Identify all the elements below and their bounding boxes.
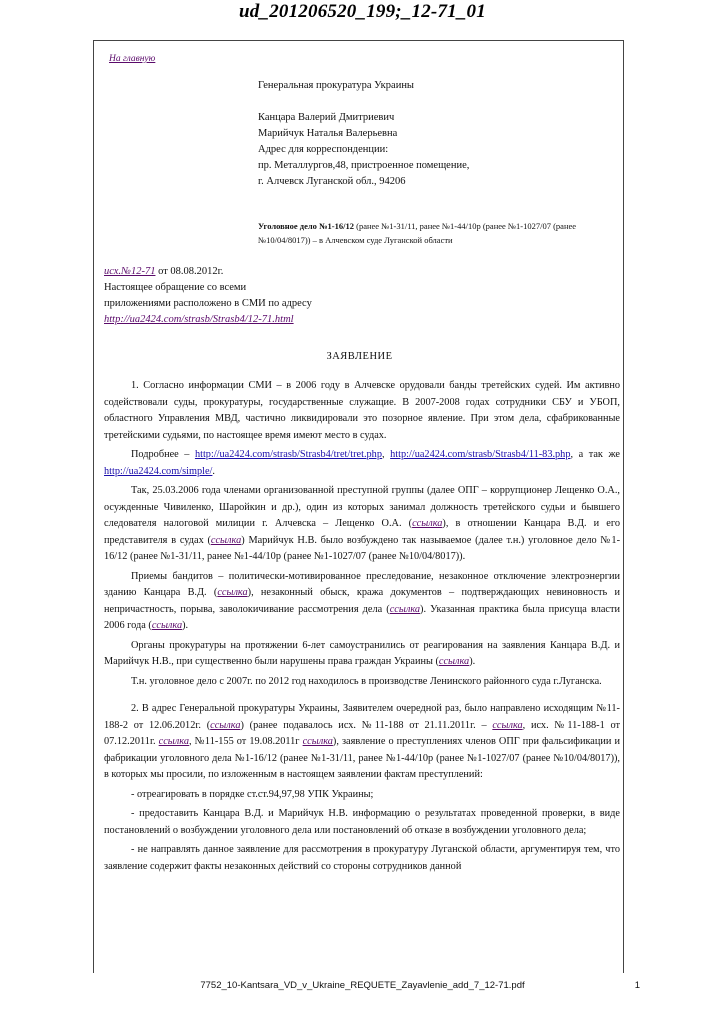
address-line-2: г. Алчевск Луганской обл., 94206	[258, 176, 406, 187]
publication-url-link[interactable]: http://ua2424.com/strasb/Strasb4/12-71.html	[104, 314, 294, 325]
ssylka-link[interactable]: ссылка	[389, 603, 421, 615]
statement-body	[104, 378, 620, 878]
intro-line-3: приложениями расположено в СМИ по адресу	[104, 298, 312, 309]
intro-block	[104, 264, 424, 328]
page-footer	[0, 980, 725, 996]
case-details: (ранее №1-31/11, ранее №1-44/10р (ранее №1-1027/07 (ранее №10/04/8017)) – в Алчевском суде Луганской области	[258, 221, 577, 245]
ssylka-link[interactable]: ссылка	[158, 736, 189, 747]
paragraph-5: Органы прокуратуры на протяжении 6-лет самоустранились от реагирования на заявления Канцара В.Д. и Марийчук Н.В., при существенно были нарушены права граждан Украины (ссылка).	[104, 639, 620, 667]
paragraph-6: Т.н. уголовное дело с 2007г. по 2012 год находилось в производстве Ленинского районного суда г.Луганска.	[131, 675, 602, 687]
case-reference	[258, 219, 620, 247]
ref-link[interactable]: исх.№12-71	[104, 266, 156, 277]
footer-page-number: 1	[634, 980, 640, 991]
ssylka-link[interactable]: ссылка	[210, 719, 241, 731]
addressee: Генеральная прокуратура Украины	[258, 80, 414, 91]
simple-link[interactable]: http://ua2424.com/simple/	[104, 465, 213, 477]
ssylka-link[interactable]: ссылка	[151, 620, 183, 631]
ssylka-link[interactable]: ссылка	[438, 656, 470, 667]
address-label: Адрес для корреспонденции:	[258, 144, 389, 155]
ssylka-link[interactable]: ссылка	[412, 518, 443, 529]
document-title: ud_201206520_199;_12-71_01	[239, 1, 486, 22]
ref-date: от 08.08.2012г.	[155, 266, 224, 277]
tret-link[interactable]: http://ua2424.com/strasb/Strasb4/tret/tret.php	[194, 449, 382, 460]
bullet-1: - отреагировать в порядке ст.ст.94,97,98 УПК Украины;	[131, 788, 374, 800]
sender-name-2: Марийчук Наталья Валерьевна	[258, 128, 398, 139]
address-block	[258, 78, 618, 190]
document-page	[93, 40, 624, 973]
ssylka-link[interactable]: ссылка	[302, 736, 333, 747]
p83-link[interactable]: http://ua2424.com/strasb/Strasb4/11-83.php	[390, 449, 571, 460]
intro-line-2: Настоящее обращение со всеми	[104, 282, 247, 293]
paragraph-1: 1. Согласно информации СМИ – в 2006 году в Алчевске орудовали банды третейских судей. Им активно содействовали суды, прокуратуры, государственные служащие. В 2007-2008 годах сотрудники СБУ и УБОП, областного Управления МВД, частично ликвидировали это позорное явление. При этом дела, сфабрикованные третейскими судьями, по настоящее время имеют место в судах.	[104, 380, 620, 441]
bullet-3: - не направлять данное заявление для рассмотрения в прокуратуру Луганской области, аргументируя тем, что заявление содержит факты незаконных действий со стороны сотрудников данной	[104, 844, 620, 872]
footer-filename: 7752_10-Kantsara_VD_v_Ukraine_REQUETE_Zayavlenie_add_7_12-71.pdf	[200, 980, 525, 991]
ssylka-link[interactable]: ссылка	[210, 534, 242, 546]
ssylka-link[interactable]: ссылка	[492, 719, 523, 731]
paragraph-links: Подробнее – http://ua2424.com/strasb/Strasb4/tret/tret.php, http://ua2424.com/strasb/Strasb4/11-83.php, а так же http://ua2424.com/simple/.	[104, 449, 620, 477]
home-link[interactable]: На главную	[109, 54, 156, 64]
paragraph-3: Так, 25.03.2006 года членами организованной преступной группы (далее ОПГ – коррупционер Лещенко О.А., осужденные Чивиленко, Шаройкин и др.), один из которых занимал должность третейского судьи и бывшего следователя налоговой милиции г. Алчевска – Лещенко О.А. (ссылка), в отношении Канцара В.Д. и его представителя в судах (ссылка) Марийчук Н.В. было возбуждено так называемое (далее т.н.) уголовное дело №1-16/12 (ранее №1-31/11, ранее №1-44/10р (ранее №1-1027/07 (ранее №10/04/8017)).	[104, 485, 620, 562]
paragraph-7: 2. В адрес Генеральной прокуратуры Украины, Заявителем очередной раз, было направлено исходящим №11-188-2 от 12.06.2012г. (ссылка) (ранее подавалось исх. №11-188 от 21.11.2011г. – ссылка, исх. №11-188-1 от 07.12.2011г. ссылка, №11-155 от 19.08.2011г ссылка), заявление о преступлениях членов ОПГ при фальсификации и фабрикации уголовного дела №1-16/12 (ранее №1-31/11, ранее №1-44/10р (ранее №1-1027/07 (ранее №10/04/8017)), в которых мы просили, по изложенным в настоящем заявлении фактам преступлений:	[104, 703, 620, 780]
case-number: Уголовное дело №1-16/12	[258, 221, 354, 231]
statement-heading: ЗАЯВЛЕНИЕ	[326, 351, 393, 362]
address-line-1: пр. Металлургов,48, пристроенное помещение,	[258, 160, 470, 171]
ssylka-link[interactable]: ссылка	[217, 587, 248, 598]
bullet-2: - предоставить Канцара В.Д. и Марийчук Н.В. информацию о результатах проведенной проверки, в виде постановлений о возбуждении уголовного дела или постановлений об отказе в возбуждении уголовного дела;	[104, 808, 620, 836]
sender-name-1: Канцара Валерий Дмитриевич	[258, 112, 395, 123]
paragraph-4: Приемы бандитов – политически-мотивированное преследование, незаконное отключение электроэнергии зданию Канцара В.Д. (ссылка), незаконный обыск, кража документов – подтверждающих невиновность и непричастность, порыва, заволокичивание рассмотрения дела (ссылка). Указанная практика была присуща власти 2006 года (ссылка).	[104, 570, 620, 631]
